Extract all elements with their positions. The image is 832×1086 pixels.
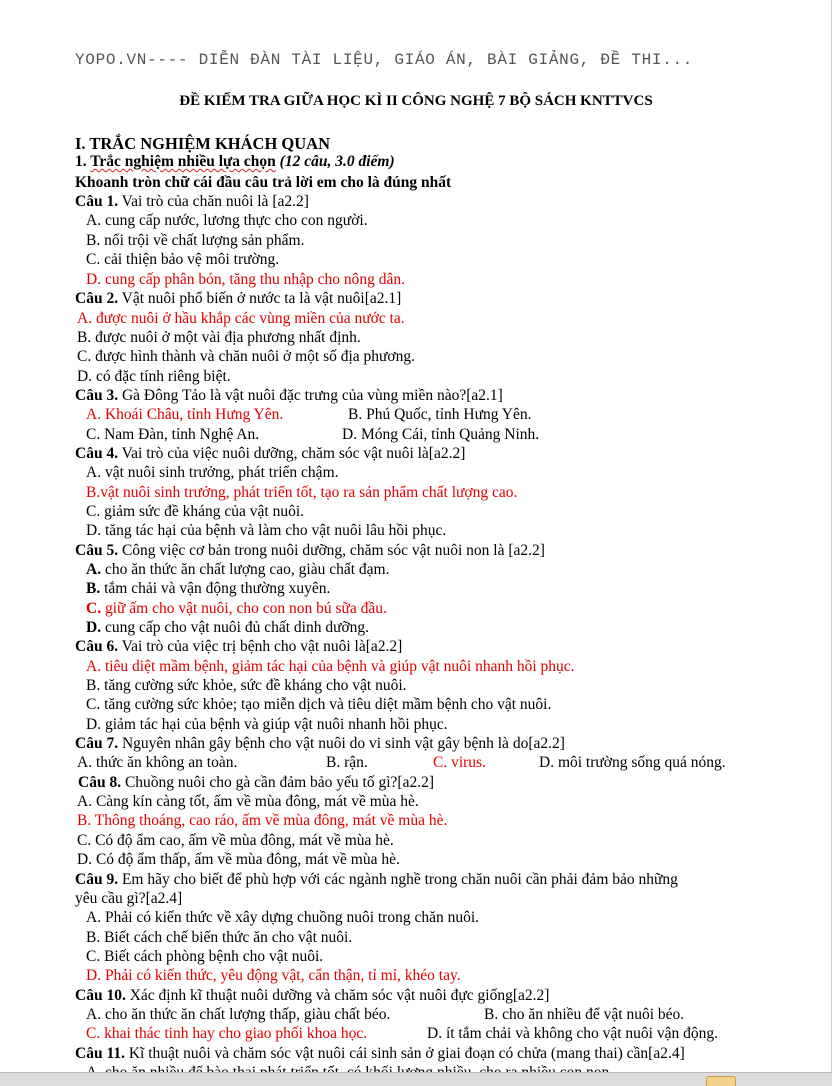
q1-option-b: B. nổi trội về chất lượng sản phẩm. xyxy=(86,232,305,249)
q10-option-b: B. cho ăn nhiều để vật nuôi béo. xyxy=(484,1006,685,1023)
site-header: YOPO.VN---- DIỄN ĐÀN TÀI LIỆU, GIÁO ÁN, BÀI GIẢNG, ĐỀ THI... xyxy=(75,51,694,69)
question-6: Câu 6. Vai trò của việc trị bệnh cho vật nuôi là[a2.2] xyxy=(75,638,403,655)
question-2: Câu 2. Vật nuôi phổ biến ở nước ta là vật nuôi[a2.1] xyxy=(75,290,402,307)
q1-option-d-correct: D. cung cấp phân bón, tăng thu nhập cho nông dân. xyxy=(86,271,405,288)
subsection-note: (12 câu, 3.0 điểm) xyxy=(275,153,395,170)
q6-option-c: C. tăng cường sức khỏe; tạo miễn dịch và tiêu diệt mầm bệnh cho vật nuôi. xyxy=(86,696,552,713)
question-4: Câu 4. Vai trò của việc nuôi dưỡng, chăm sóc vật nuôi là[a2.2] xyxy=(75,445,466,462)
q9-option-d-correct: D. Phải có kiến thức, yêu động vật, cẩn thận, tỉ mỉ, khéo tay. xyxy=(86,967,461,984)
q8-option-a: A. Càng kín càng tốt, ấm về mùa đông, mát về mùa hè. xyxy=(77,793,419,810)
question-8: Câu 8. Chuồng nuôi cho gà cần đảm bảo yếu tố gì?[a2.2] xyxy=(78,774,435,791)
q8-option-b-correct: B. Thông thoáng, cao ráo, ấm về mùa đông, mát về mùa hè. xyxy=(77,812,448,829)
question-10: Câu 10. Xác định kĩ thuật nuôi dưỡng và chăm sóc vật nuôi đực giống[a2.2] xyxy=(75,987,550,1004)
q2-option-d: D. có đặc tính riêng biệt. xyxy=(77,368,231,385)
q7-option-b: B. rận. xyxy=(326,754,368,771)
question-3: Câu 3. Gà Đông Tảo là vật nuôi đặc trưng của vùng miền nào?[a2.1] xyxy=(75,387,503,404)
q6-option-b: B. tăng cường sức khỏe, sức đề kháng cho vật nuôi. xyxy=(86,677,407,694)
subsection-heading xyxy=(75,152,395,171)
q7-option-d: D. môi trường sống quá nóng. xyxy=(539,754,726,771)
q3-option-b: B. Phú Quốc, tỉnh Hưng Yên. xyxy=(348,406,532,423)
question-5: Câu 5. Công việc cơ bản trong nuôi dưỡng, chăm sóc vật nuôi non là [a2.2] xyxy=(75,542,545,559)
q6-option-a-correct: A. tiêu diệt mầm bệnh, giảm tác hại của bệnh và giúp vật nuôi nhanh hồi phục. xyxy=(86,658,575,675)
q8-option-d: D. Có độ ẩm thấp, ấm về mùa đông, mát về mùa hè. xyxy=(77,851,400,868)
q2-option-b: B. được nuôi ở một vài địa phương nhất định. xyxy=(77,329,361,346)
q5-option-a: A. cho ăn thức ăn chất lượng cao, giàu chất đạm. xyxy=(86,561,390,578)
question-7: Câu 7. Nguyên nhân gây bệnh cho vật nuôi do vi sinh vật gây bệnh là do[a2.2] xyxy=(75,735,565,752)
subsection-title: Trắc nghiệm nhiều lựa chọn xyxy=(90,153,276,170)
q5-option-c-correct: C. giữ ấm cho vật nuôi, cho con non bú sữa đầu. xyxy=(86,600,387,617)
q3-option-d: D. Móng Cái, tỉnh Quảng Ninh. xyxy=(342,426,540,443)
q5-option-b: B. tắm chải và vận động thường xuyên. xyxy=(86,580,331,597)
q10-option-c-correct: C. khai thác tinh hay cho giao phối khoa học. xyxy=(86,1025,368,1042)
subsection-number: 1. xyxy=(75,153,91,170)
q10-option-d: D. ít tắm chải và không cho vật nuôi vận động. xyxy=(427,1025,718,1042)
q4-option-c: C. giảm sức đề kháng của vật nuôi. xyxy=(86,503,305,520)
q6-option-d: D. giảm tác hại của bệnh và giúp vật nuôi nhanh hồi phục. xyxy=(86,716,448,733)
instruction: Khoanh tròn chữ cái đầu câu trả lời em cho là đúng nhất xyxy=(75,174,452,191)
exam-title: ĐỀ KIỂM TRA GIỮA HỌC KÌ II CÔNG NGHỆ 7 BỘ SÁCH KNTTVCS xyxy=(179,93,653,109)
q4-option-d: D. tăng tác hại của bệnh và làm cho vật nuôi lâu hồi phục. xyxy=(86,522,447,539)
section-heading: I. TRẮC NGHIỆM KHÁCH QUAN xyxy=(75,134,331,153)
q8-option-c: C. Có độ ẩm cao, ấm về mùa đông, mát về mùa hè. xyxy=(77,832,394,849)
q2-option-a-correct: A. được nuôi ở hầu khắp các vùng miền của nước ta. xyxy=(77,310,405,327)
q2-option-c: C. được hình thành và chăn nuôi ở một số địa phương. xyxy=(77,348,416,365)
q3-option-a-correct: A. Khoái Châu, tỉnh Hưng Yên. xyxy=(86,406,284,423)
q9-option-a: A. Phải có kiến thức về xây dựng chuồng nuôi trong chăn nuôi. xyxy=(86,909,480,926)
q4-option-a: A. vật nuôi sinh trưởng, phát triển chậm. xyxy=(86,464,339,481)
q10-option-a: A. cho ăn thức ăn chất lượng thấp, giàu chất béo. xyxy=(86,1006,391,1023)
q4-option-b-correct: B.vật nuôi sinh trưởng, phát triển tốt, tạo ra sản phẩm chất lượng cao. xyxy=(86,484,518,501)
q1-option-a: A. cung cấp nước, lương thực cho con người. xyxy=(86,212,368,229)
q5-option-d: D. cung cấp cho vật nuôi đủ chất dinh dưỡng. xyxy=(86,619,370,636)
q9-option-b: B. Biết cách chế biến thức ăn cho vật nuôi. xyxy=(86,929,353,946)
q9-option-c: C. Biết cách phòng bệnh cho vật nuôi. xyxy=(86,948,324,965)
q7-option-a: A. thức ăn không an toàn. xyxy=(77,754,238,771)
question-9-continued: yêu cầu gì?[a2.4] xyxy=(75,890,183,907)
q7-option-c-correct: C. virus. xyxy=(433,754,486,771)
question-11: Câu 11. Kĩ thuật nuôi và chăm sóc vật nuôi cái sinh sản ở giai đoạn có chửa (mang thai) cần[a2.4] xyxy=(75,1045,685,1062)
q1-option-c: C. cải thiện bảo vệ môi trường. xyxy=(86,251,280,268)
question-1: Câu 1. Vai trò của chăn nuôi là [a2.2] xyxy=(75,193,309,210)
q3-option-c: C. Nam Đàn, tỉnh Nghệ An. xyxy=(86,426,260,443)
question-9: Câu 9. Em hãy cho biết để phù hợp với các ngành nghề trong chăn nuôi cần phải đảm bảo những xyxy=(75,871,678,888)
